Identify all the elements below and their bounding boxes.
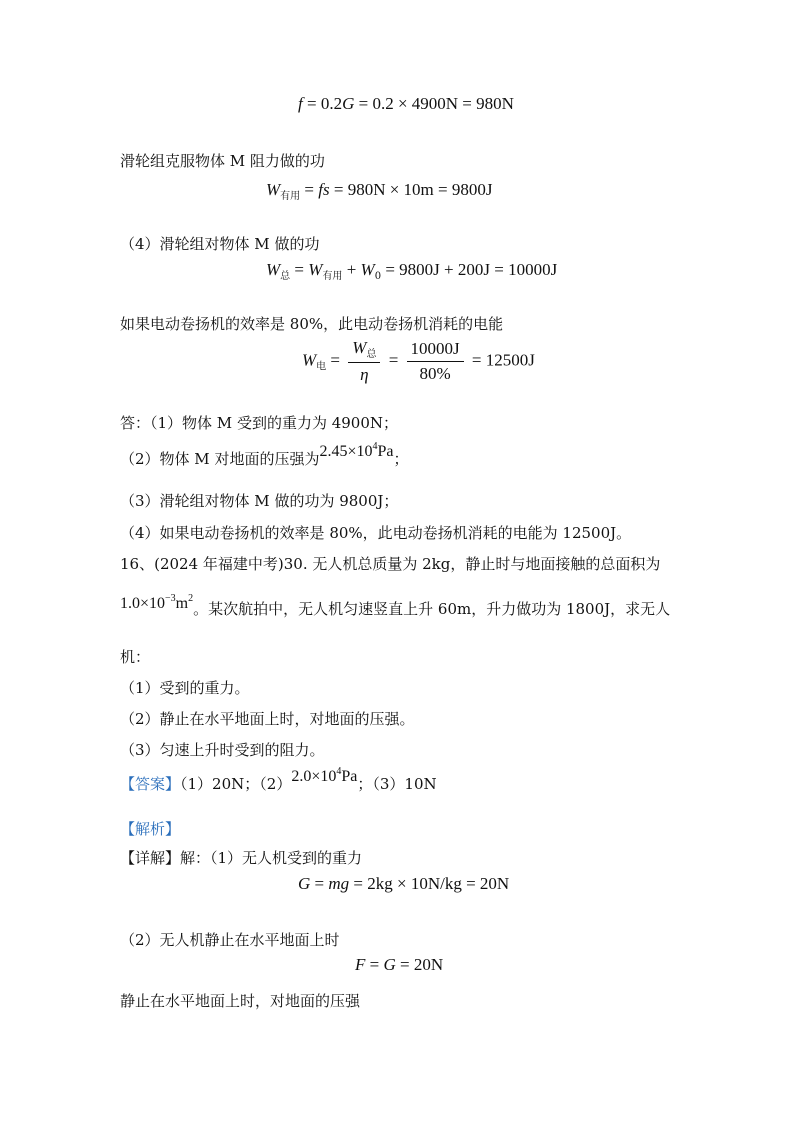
denominator: 80% — [419, 364, 451, 383]
eq-part: = 12500J — [467, 350, 535, 370]
paragraph-text: 静止在水平地面上时，对地面的压强 — [120, 992, 361, 1010]
symbol-w: W — [302, 350, 317, 370]
symbol-g: G — [383, 955, 396, 974]
subscript: 总 — [366, 349, 377, 360]
symbol-w: W — [360, 260, 375, 279]
answer-text: （1）20N；（2） — [180, 775, 292, 793]
eq-part: = — [310, 874, 329, 893]
question-16-sub-2: （2）静止在水平地面上时，对地面的压强。 — [120, 710, 415, 728]
question-16-sub-3: （3）匀速上升时受到的阻力。 — [120, 741, 325, 759]
exponent: −3 — [165, 593, 176, 604]
symbol-w: W — [352, 338, 367, 357]
symbol-fs: fs — [318, 180, 330, 199]
answer-label: 【答案】 — [120, 775, 181, 793]
subscript: 有用 — [280, 191, 301, 202]
eq-part: = — [365, 955, 384, 974]
value-base: 2.0×10 — [291, 768, 337, 785]
eq-part: = 980N × 10m = 9800J — [329, 180, 493, 199]
answer-line-3: （3）滑轮组对物体 M 做的功为 9800J； — [120, 492, 399, 510]
unit: Pa — [341, 768, 358, 785]
answer-summary — [120, 766, 437, 794]
question-16-sub-1: （1）受到的重力。 — [120, 679, 250, 697]
eq-part: = — [326, 350, 345, 370]
pressure-value — [291, 768, 357, 785]
area-value — [120, 595, 193, 612]
question-16-line-3: 机： — [120, 648, 151, 666]
value-base: 2.45×10 — [319, 443, 373, 460]
equation-gravity — [298, 874, 509, 894]
question-16-line-2 — [120, 593, 671, 619]
pressure-value — [319, 443, 393, 460]
symbol-eta: η — [360, 365, 369, 384]
question-16-line-1: 16、(2024 年福建中考)30. 无人机总质量为 2kg，静止时与地面接触的总面积为 — [120, 555, 661, 573]
answer-text: ；（3）10N — [357, 775, 437, 793]
paragraph-text: 滑轮组克服物体 M 阻力做的功 — [120, 152, 325, 170]
answer-line-1: 答：（1）物体 M 受到的重力为 4900N； — [120, 414, 399, 432]
symbol-w: W — [266, 260, 281, 279]
equation-useful-work — [266, 180, 493, 202]
subscript: 总 — [280, 271, 291, 282]
numerator: 10000J — [407, 339, 464, 362]
exponent: 4 — [336, 766, 342, 777]
answer-line-4: （4）如果电动卷扬机的效率是 80%，此电动卷扬机消耗的电能为 12500J。 — [120, 524, 632, 542]
question-text: 。某次航拍中，无人机匀速竖直上升 60m，升力做功为 1800J，求无人 — [193, 600, 671, 618]
unit: Pa — [377, 443, 394, 460]
symbol-f: F — [355, 955, 366, 974]
detail-line — [120, 847, 362, 868]
equation-force — [355, 955, 443, 975]
answer-text: ； — [393, 450, 409, 468]
eq-part: + — [342, 260, 361, 279]
paragraph-text: （4）滑轮组对物体 M 做的功 — [120, 235, 320, 253]
eq-part: = 0.2 × 4900N = 980N — [354, 94, 514, 113]
symbol-w: W — [308, 260, 323, 279]
eq-part: = 2kg × 10N/kg = 20N — [349, 874, 510, 893]
fraction-values — [407, 339, 464, 384]
equation-electric-energy — [302, 338, 535, 385]
eq-part: = 0.2 — [302, 94, 343, 113]
detail-text: 解：（1）无人机受到的重力 — [180, 849, 363, 867]
detail-label: 【详解】 — [120, 849, 181, 867]
equation-total-work — [266, 260, 557, 282]
eq-part: = — [300, 180, 319, 199]
paragraph-text: （2）无人机静止在水平地面上时 — [120, 931, 340, 949]
eq-part: = 20N — [395, 955, 444, 974]
fraction-w-over-eta — [348, 338, 380, 385]
eq-part: = — [384, 350, 403, 370]
subscript: 有用 — [322, 271, 343, 282]
symbol-f: f — [298, 94, 303, 113]
paragraph-text: 如果电动卷扬机的效率是 80%，此电动卷扬机消耗的电能 — [120, 315, 504, 333]
value-base: 1.0×10 — [120, 595, 166, 612]
symbol-g: G — [298, 874, 311, 893]
unit: m — [175, 595, 189, 612]
answer-line-2 — [120, 441, 409, 469]
equation-friction — [298, 94, 514, 114]
eq-part: = 9800J + 200J = 10000J — [381, 260, 558, 279]
symbol-g: G — [342, 94, 355, 113]
analysis-label: 【解析】 — [120, 820, 181, 838]
answer-text: （2）物体 M 对地面的压强为 — [120, 450, 320, 468]
exponent: 4 — [372, 441, 378, 452]
subscript: 0 — [374, 271, 382, 282]
exponent: 2 — [188, 593, 194, 604]
symbol-w: W — [266, 180, 281, 199]
symbol-mg: mg — [328, 874, 350, 893]
subscript: 电 — [316, 361, 327, 373]
eq-part: = — [290, 260, 309, 279]
